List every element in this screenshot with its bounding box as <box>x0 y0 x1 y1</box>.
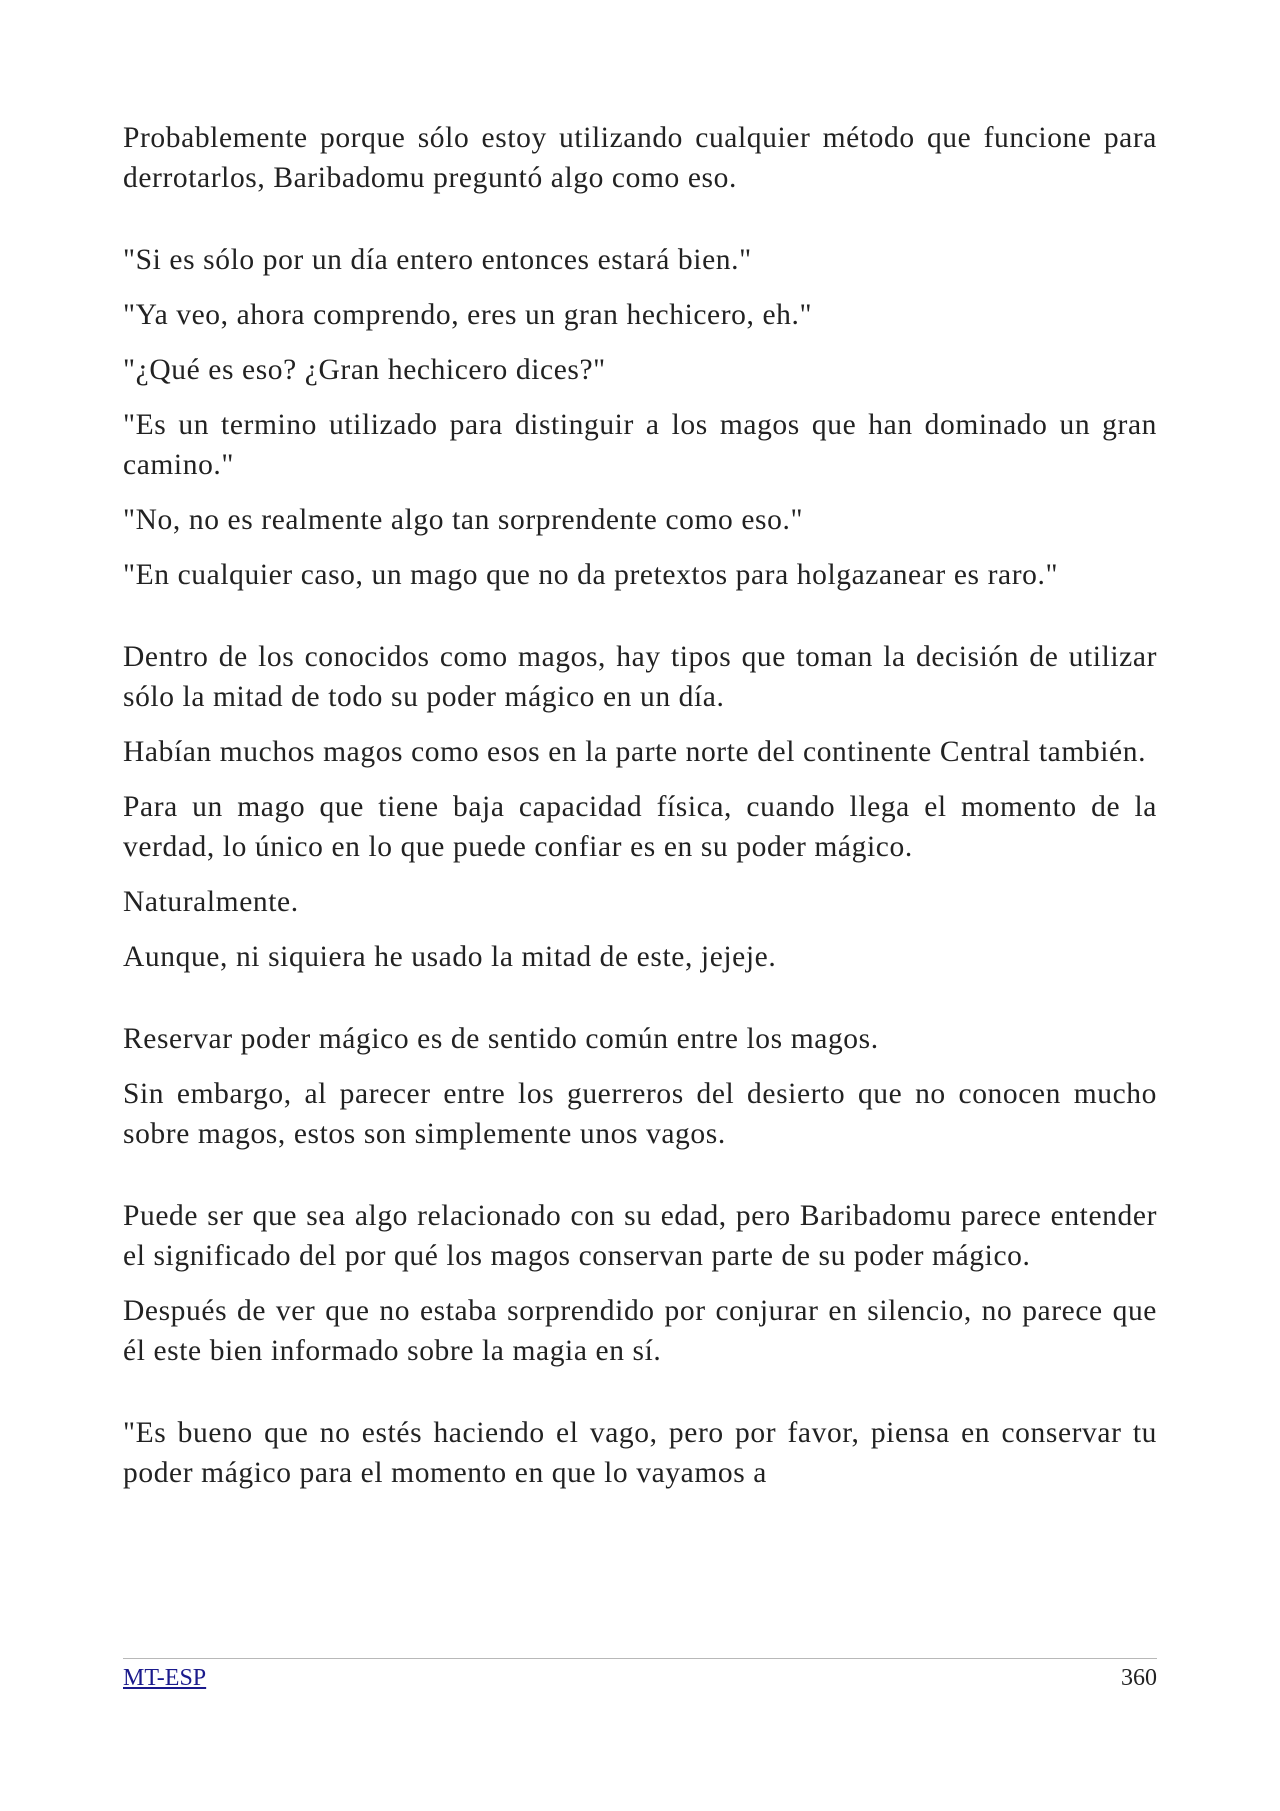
page-number: 360 <box>1121 1665 1157 1691</box>
paragraph: Probablemente porque sólo estoy utilizando cualquier método que funcione para derrotarlos, Baribadomu preguntó algo como eso. <box>123 122 1157 194</box>
paragraph: Habían muchos magos como esos en la parte norte del continente Central también. <box>123 736 1147 768</box>
page-body <box>123 118 1157 1658</box>
dialogue-line: "Es un termino utilizado para distinguir a los magos que han dominado un gran camino." <box>123 409 1157 481</box>
paragraph: Después de ver que no estaba sorprendido por conjurar en silencio, no parece que él este bien informado sobre la magia en sí. <box>123 1295 1157 1367</box>
dialogue-line: "Si es sólo por un día entero entonces estará bien." <box>123 244 752 276</box>
dialogue-line: "¿Qué es eso? ¿Gran hechicero dices?" <box>123 354 606 386</box>
paragraph: Reservar poder mágico es de sentido común entre los magos. <box>123 1023 879 1055</box>
dialogue-line: "Ya veo, ahora comprendo, eres un gran hechicero, eh." <box>123 299 813 331</box>
page-footer <box>123 1658 1157 1703</box>
paragraph: Aunque, ni siquiera he usado la mitad de este, jejeje. <box>123 941 777 973</box>
paragraph: Sin embargo, al parecer entre los guerreros del desierto que no conocen mucho sobre magos, estos son simplemente unos vagos. <box>123 1078 1157 1150</box>
dialogue-line: "Es bueno que no estés haciendo el vago, pero por favor, piensa en conservar tu poder mágico para el momento en que lo vayamos a <box>123 1417 1157 1489</box>
paragraph: Dentro de los conocidos como magos, hay tipos que toman la decisión de utilizar sólo la mitad de todo su poder mágico en un día. <box>123 641 1157 713</box>
paragraph: Para un mago que tiene baja capacidad física, cuando llega el momento de la verdad, lo único en lo que puede confiar es en su poder mágico. <box>123 791 1157 863</box>
dialogue-line: "No, no es realmente algo tan sorprendente como eso." <box>123 504 804 536</box>
dialogue-line: "En cualquier caso, un mago que no da pretextos para holgazanear es raro." <box>123 559 1059 591</box>
source-link[interactable]: MT-ESP <box>123 1665 207 1691</box>
paragraph: Puede ser que sea algo relacionado con su edad, pero Baribadomu parece entender el significado del por qué los magos conservan parte de su poder mágico. <box>123 1200 1157 1272</box>
paragraph: Naturalmente. <box>123 886 299 918</box>
